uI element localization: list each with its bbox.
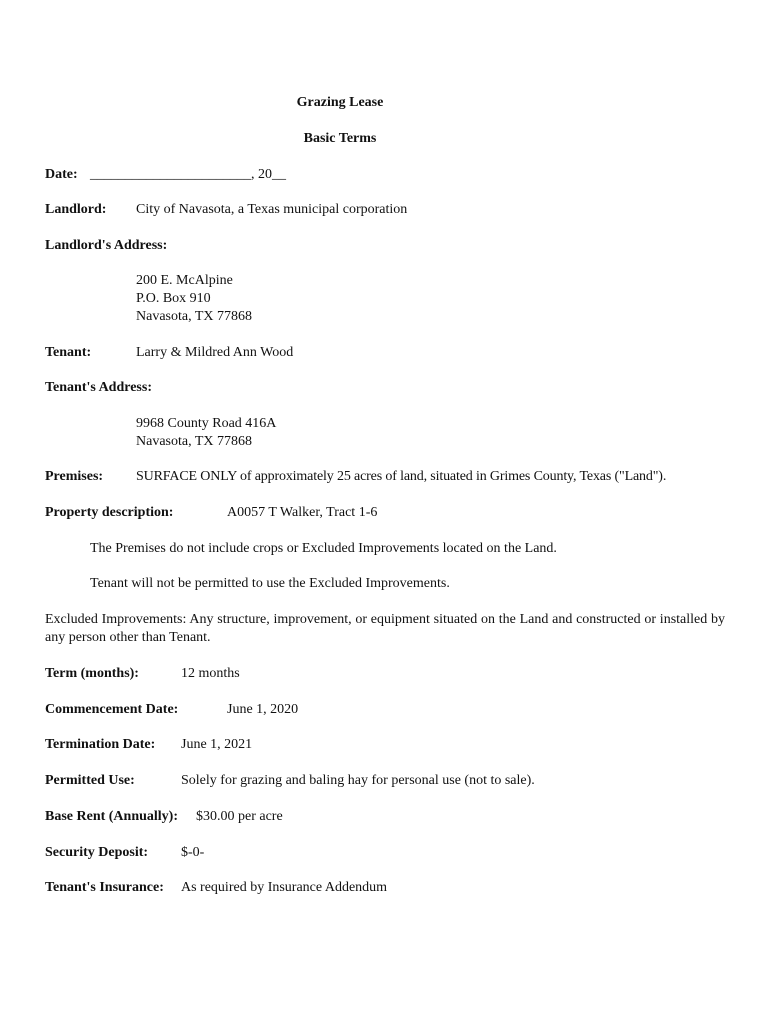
base-rent-label: Base Rent (Annually): (45, 809, 179, 824)
term-label: Term (months): (45, 666, 139, 681)
document-title: Grazing Lease (296, 95, 384, 110)
landlord-address-label: Landlord's Address: (45, 238, 168, 253)
landlord-address-line: P.O. Box 910 (136, 291, 211, 306)
tenant-address-line: Navasota, TX 77868 (136, 434, 252, 449)
tenant-value: Larry & Mildred Ann Wood (136, 345, 294, 360)
landlord-label: Landlord: (45, 202, 107, 217)
document-subtitle: Basic Terms (303, 131, 377, 146)
commencement-date-label: Commencement Date: (45, 702, 179, 717)
permitted-use-value: Solely for grazing and baling hay for personal use (not to sale). (181, 773, 535, 788)
termination-date-label: Termination Date: (45, 737, 156, 752)
tenant-insurance-value: As required by Insurance Addendum (181, 880, 388, 895)
excluded-use-note: Tenant will not be permitted to use the Excluded Improvements. (90, 576, 450, 591)
termination-date-value: June 1, 2021 (181, 737, 253, 752)
permitted-use-label: Permitted Use: (45, 773, 135, 788)
landlord-address-line: Navasota, TX 77868 (136, 309, 252, 324)
tenant-insurance-label: Tenant's Insurance: (45, 880, 164, 895)
commencement-date-value: June 1, 2020 (227, 702, 299, 717)
term-value: 12 months (181, 666, 240, 681)
property-description-label: Property description: (45, 505, 174, 520)
excluded-improvements-paragraph: Excluded Improvements: Any structure, improvement, or equipment situated on the Land and constructed or installed by any person other than Tenant. (45, 612, 725, 645)
security-deposit-value: $-0- (181, 845, 205, 860)
premises-value: SURFACE ONLY of approximately 25 acres of land, situated in Grimes County, Texas ("Land"). (136, 469, 667, 484)
landlord-value: City of Navasota, a Texas municipal corporation (136, 202, 408, 217)
landlord-address-line: 200 E. McAlpine (136, 273, 233, 288)
premises-label: Premises: (45, 469, 104, 484)
tenant-address-label: Tenant's Address: (45, 380, 152, 395)
tenant-label: Tenant: (45, 345, 92, 360)
premises-exclusion-note: The Premises do not include crops or Excluded Improvements located on the Land. (90, 541, 557, 556)
property-description-value: A0057 T Walker, Tract 1-6 (227, 505, 378, 520)
date-label: Date: (45, 167, 78, 182)
date-value: _______________________, 20__ (90, 167, 286, 182)
tenant-address-line: 9968 County Road 416A (136, 416, 277, 431)
base-rent-value: $30.00 per acre (196, 809, 283, 824)
security-deposit-label: Security Deposit: (45, 845, 149, 860)
